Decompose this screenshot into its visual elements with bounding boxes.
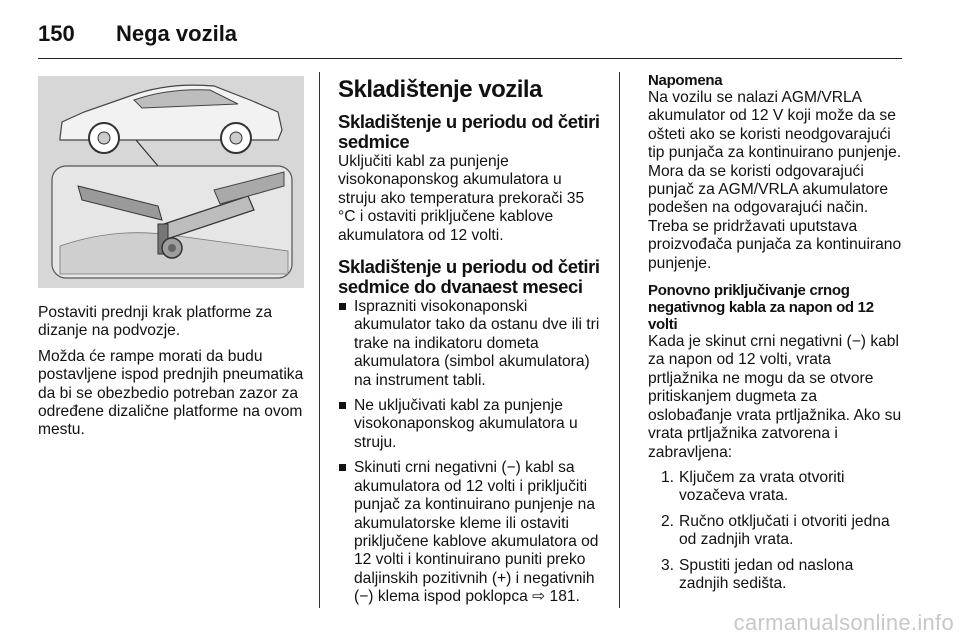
left-column	[38, 72, 304, 447]
list-item: Ne uključivati kabl za punjenje visokonaponskog akumulatora u struju.	[338, 397, 604, 452]
lift-point-illustration	[38, 76, 304, 288]
step-text: Ručno otključati i otvoriti jedna od zadnjih vrata.	[679, 512, 890, 549]
list-item: Skinuti crni negativni (−) kabl sa akumulatora od 12 volti i priključiti punjač za kontinuirano punjenje na akumulatorske kleme ili ostaviti priključene kablove akumulatora od 12 volti i kontinuirano puniti preko daljinskih pozitivnih (+) i negativnih (−) klema ispod poklopca ⇨ 181.	[338, 459, 604, 606]
list-item	[648, 469, 904, 506]
note-title: Napomena	[648, 72, 723, 89]
storage-twelve-months-heading: Skladištenje u periodu od četiri sedmice do dvanaest meseci	[338, 256, 600, 298]
list-item: Isprazniti visokonaponski akumulator tako da ostanu dve ili tri trake na indikatoru dometa akumulatora (simbol akumulatora) na instrument tabli.	[338, 298, 604, 390]
note-body: Na vozilu se nalazi AGM/VRLA akumulator od 12 V koji može da se ošteti ako se koristi neodgovarajući tip punjača za kontinuirano punjenje. Mora da se koristi odgovarajući punjač za AGM/VRLA akumulatore podešen na odgovarajući način. Treba se pridržavati uputstava proizvođača punjača za kontinuirano punjenje.	[648, 89, 902, 272]
page-header	[38, 14, 237, 54]
page-number: 150	[38, 21, 75, 46]
header-divider	[38, 58, 902, 59]
step-number: 2.	[660, 512, 674, 530]
storage-four-weeks-body: Uključiti kabl za punjenje visokonaponskog akumulatora u struju ako temperatura prekorači 35 °C i ostaviti priključene kablove akumulatora od 12 volti.	[338, 153, 585, 244]
reconnect-cable-heading: Ponovno priključivanje crnog negativnog kabla za napon od 12 volti	[648, 282, 874, 334]
column-divider	[319, 72, 320, 608]
caption-ramps: Možda će rampe morati da budu postavljene ispod prednjih pneumatika da bi se obezbedio potreban zazor za određene dizalične platforme na ovom mestu.	[38, 347, 304, 439]
step-text: Spustiti jedan od naslona zadnjih sedišta.	[679, 556, 854, 592]
step-number: 1.	[660, 468, 674, 486]
storage-four-weeks-heading: Skladištenje u periodu od četiri sedmice	[338, 111, 600, 152]
middle-column	[338, 72, 604, 614]
reconnect-steps	[648, 469, 904, 593]
section-title: Skladištenje vozila	[338, 76, 542, 103]
watermark: carmanualsonline.info	[733, 610, 954, 635]
right-column	[648, 72, 904, 600]
step-number: 3.	[660, 556, 674, 574]
list-item	[648, 557, 904, 594]
storage-bullet-list	[338, 298, 604, 607]
reconnect-cable-intro: Kada je skinut crni negativni (−) kabl za napon od 12 volti, vrata prtljažnika ne mogu da se otvore pritiskanjem dugmeta za oslobađanje vrata prtljažnika. Ako su vrata prtljažnika zatvorena i zabravljena:	[648, 333, 902, 461]
step-text: Ključem za vrata otvoriti vozačeva vrata.	[679, 468, 845, 505]
list-item	[648, 513, 904, 550]
car-lift-illustration	[38, 76, 304, 288]
caption-lift-arm: Postaviti prednji krak platforme za dizanje na podvozje.	[38, 304, 273, 340]
chapter-title: Nega vozila	[116, 21, 238, 46]
column-divider	[619, 72, 620, 608]
